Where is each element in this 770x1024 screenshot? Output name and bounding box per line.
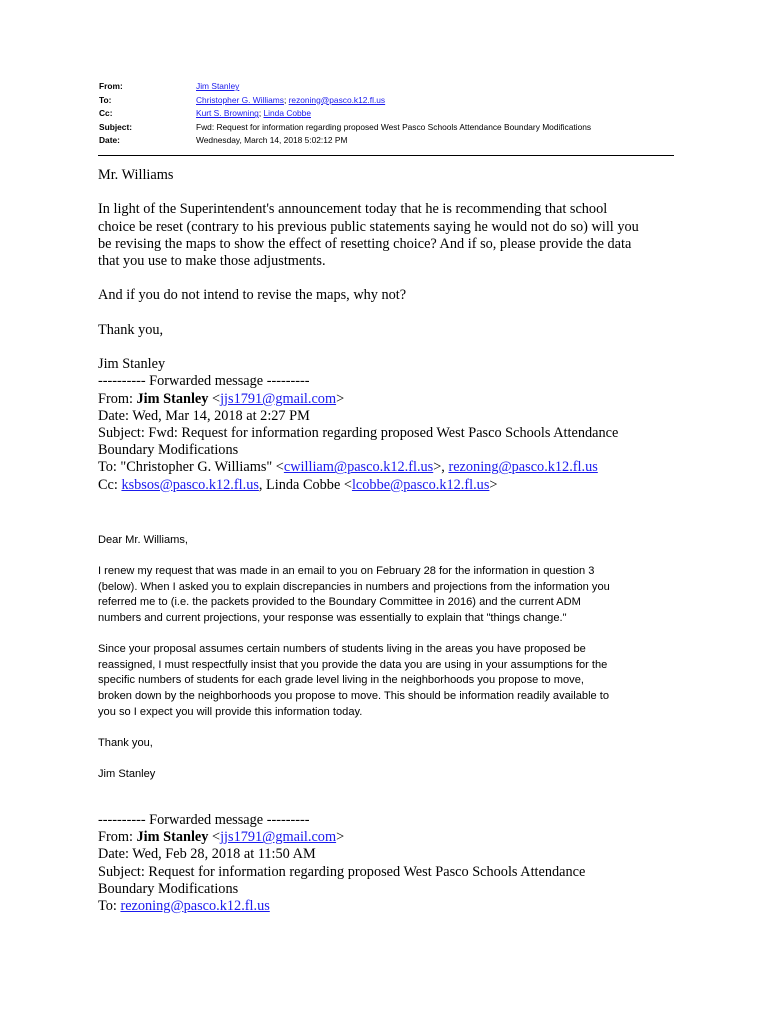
cc-link-browning[interactable]: Kurt S. Browning <box>196 108 259 119</box>
forward-to-email-rezoning[interactable]: rezoning@pasco.k12.fl.us <box>448 459 598 476</box>
forward-to: To: "Christopher G. Williams" <cwilliam@pasco.k12.fl.us>, rezoning@pasco.k12.fl.us <box>98 459 598 476</box>
paragraph-line: In light of the Superintendent's announcement today that he is recommending that school <box>98 201 608 218</box>
date-value: Wednesday, March 14, 2018 5:02:12 PM <box>196 135 348 146</box>
from-link[interactable]: Jim Stanley <box>196 81 240 91</box>
thanks: Thank you, <box>98 736 153 749</box>
forward-cc: Cc: ksbsos@pasco.k12.fl.us, Linda Cobbe <lcobbe@pasco.k12.fl.us> <box>98 476 498 493</box>
forwarded-header-2 <box>98 812 688 915</box>
header-cc-row: Cc: Kurt S. Browning; Linda Cobbe <box>99 107 679 121</box>
forward-from: From: Jim Stanley <jjs1791@gmail.com> <box>98 829 345 846</box>
paragraph-line: I renew my request that was made in an email to you on February 28 for the information in question 3 <box>98 565 595 578</box>
forwarded-body <box>98 533 688 783</box>
forward-to: To: rezoning@pasco.k12.fl.us <box>98 898 270 915</box>
paragraph-line: (below). When I asked you to explain discrepancies in numbers and projections from the information you <box>98 580 610 593</box>
to-label: To: <box>99 94 112 105</box>
header-date-row <box>99 134 679 148</box>
paragraph-line: Since your proposal assumes certain numbers of students living in the areas you have proposed be <box>98 643 586 656</box>
forward-cc-email-cobbe[interactable]: lcobbe@pasco.k12.fl.us <box>351 476 490 493</box>
paragraph-line: And if you do not intend to revise the maps, why not? <box>98 287 407 304</box>
message-body <box>98 167 688 494</box>
forward-divider: ---------- Forwarded message --------- <box>98 812 310 828</box>
cc-link-cobbe[interactable]: Linda Cobbe <box>263 108 311 119</box>
paragraph-line: reassigned, I must respectfully insist that you provide the data you are using in your assumptions for the <box>98 658 608 671</box>
to-link-rezoning[interactable]: rezoning@pasco.k12.fl.us <box>288 94 386 105</box>
forward-to-email-williams[interactable]: cwilliam@pasco.k12.fl.us <box>283 459 434 476</box>
forward-from: From: Jim Stanley <jjs1791@gmail.com> <box>98 390 345 407</box>
forward-subject-cont: Boundary Modifications <box>98 880 239 897</box>
paragraph-line: you so I expect you will provide this information today. <box>98 705 363 718</box>
paragraph-line: numbers and current projections, your response was essentially to explain that "things change." <box>98 611 567 624</box>
header-to-row: To: Christopher G. Williams; rezoning@pasco.k12.fl.us <box>99 94 679 108</box>
paragraph-line: that you use to make those adjustments. <box>98 253 326 269</box>
forward-to-email-rezoning[interactable]: rezoning@pasco.k12.fl.us <box>120 898 270 915</box>
forward-subject: Subject: Fwd: Request for information regarding proposed West Pasco Schools Attendance <box>98 424 619 441</box>
thanks: Thank you, <box>98 321 164 338</box>
subject-label: Subject: <box>99 121 133 132</box>
forward-date: Date: Wed, Mar 14, 2018 at 2:27 PM <box>98 407 310 424</box>
header-subject-row <box>99 121 679 135</box>
forward-from-email[interactable]: jjs1791@gmail.com <box>220 829 337 846</box>
cc-label: Cc: <box>99 108 113 119</box>
paragraph-line: specific numbers of students for each grade level living in the neighborhoods you propose to move, <box>98 674 584 687</box>
signature: Jim Stanley <box>98 356 166 373</box>
subject-value: Fwd: Request for information regarding proposed West Pasco Schools Attendance Boundary Modifications <box>196 121 592 132</box>
date-label: Date: <box>99 135 120 146</box>
paragraph-line: be revising the maps to show the effect of resetting choice? And if so, please provide the data <box>98 235 632 252</box>
forward-divider: ---------- Forwarded message --------- <box>98 373 310 390</box>
forward-from-email[interactable]: jjs1791@gmail.com <box>220 390 337 407</box>
header-from-row <box>99 80 679 94</box>
dear-greeting: Dear Mr. Williams, <box>98 534 188 546</box>
forward-cc-email-ksbsos[interactable]: ksbsos@pasco.k12.fl.us <box>121 476 259 493</box>
forward-subject-cont: Boundary Modifications <box>98 442 239 459</box>
paragraph-line: referred me to (i.e. the packets provided to the Boundary Committee in 2016) and the current ADM <box>98 596 581 609</box>
signature: Jim Stanley <box>98 767 156 780</box>
header-divider <box>98 155 674 156</box>
paragraph-line: broken down by the neighborhoods you propose to move. This should be information readily available to <box>98 689 610 702</box>
forward-from-name: Jim Stanley <box>136 829 209 846</box>
email-header <box>99 80 679 148</box>
to-link-williams[interactable]: Christopher G. Williams <box>196 94 284 105</box>
greeting: Mr. Williams <box>98 167 174 183</box>
forward-subject: Subject: Request for information regarding proposed West Pasco Schools Attendance <box>98 863 586 880</box>
forward-date: Date: Wed, Feb 28, 2018 at 11:50 AM <box>98 846 316 863</box>
from-label: From: <box>99 81 123 91</box>
paragraph-line: choice be reset (contrary to his previous public statements saying he would not do so) will you <box>98 218 639 235</box>
forward-from-name: Jim Stanley <box>136 390 209 407</box>
